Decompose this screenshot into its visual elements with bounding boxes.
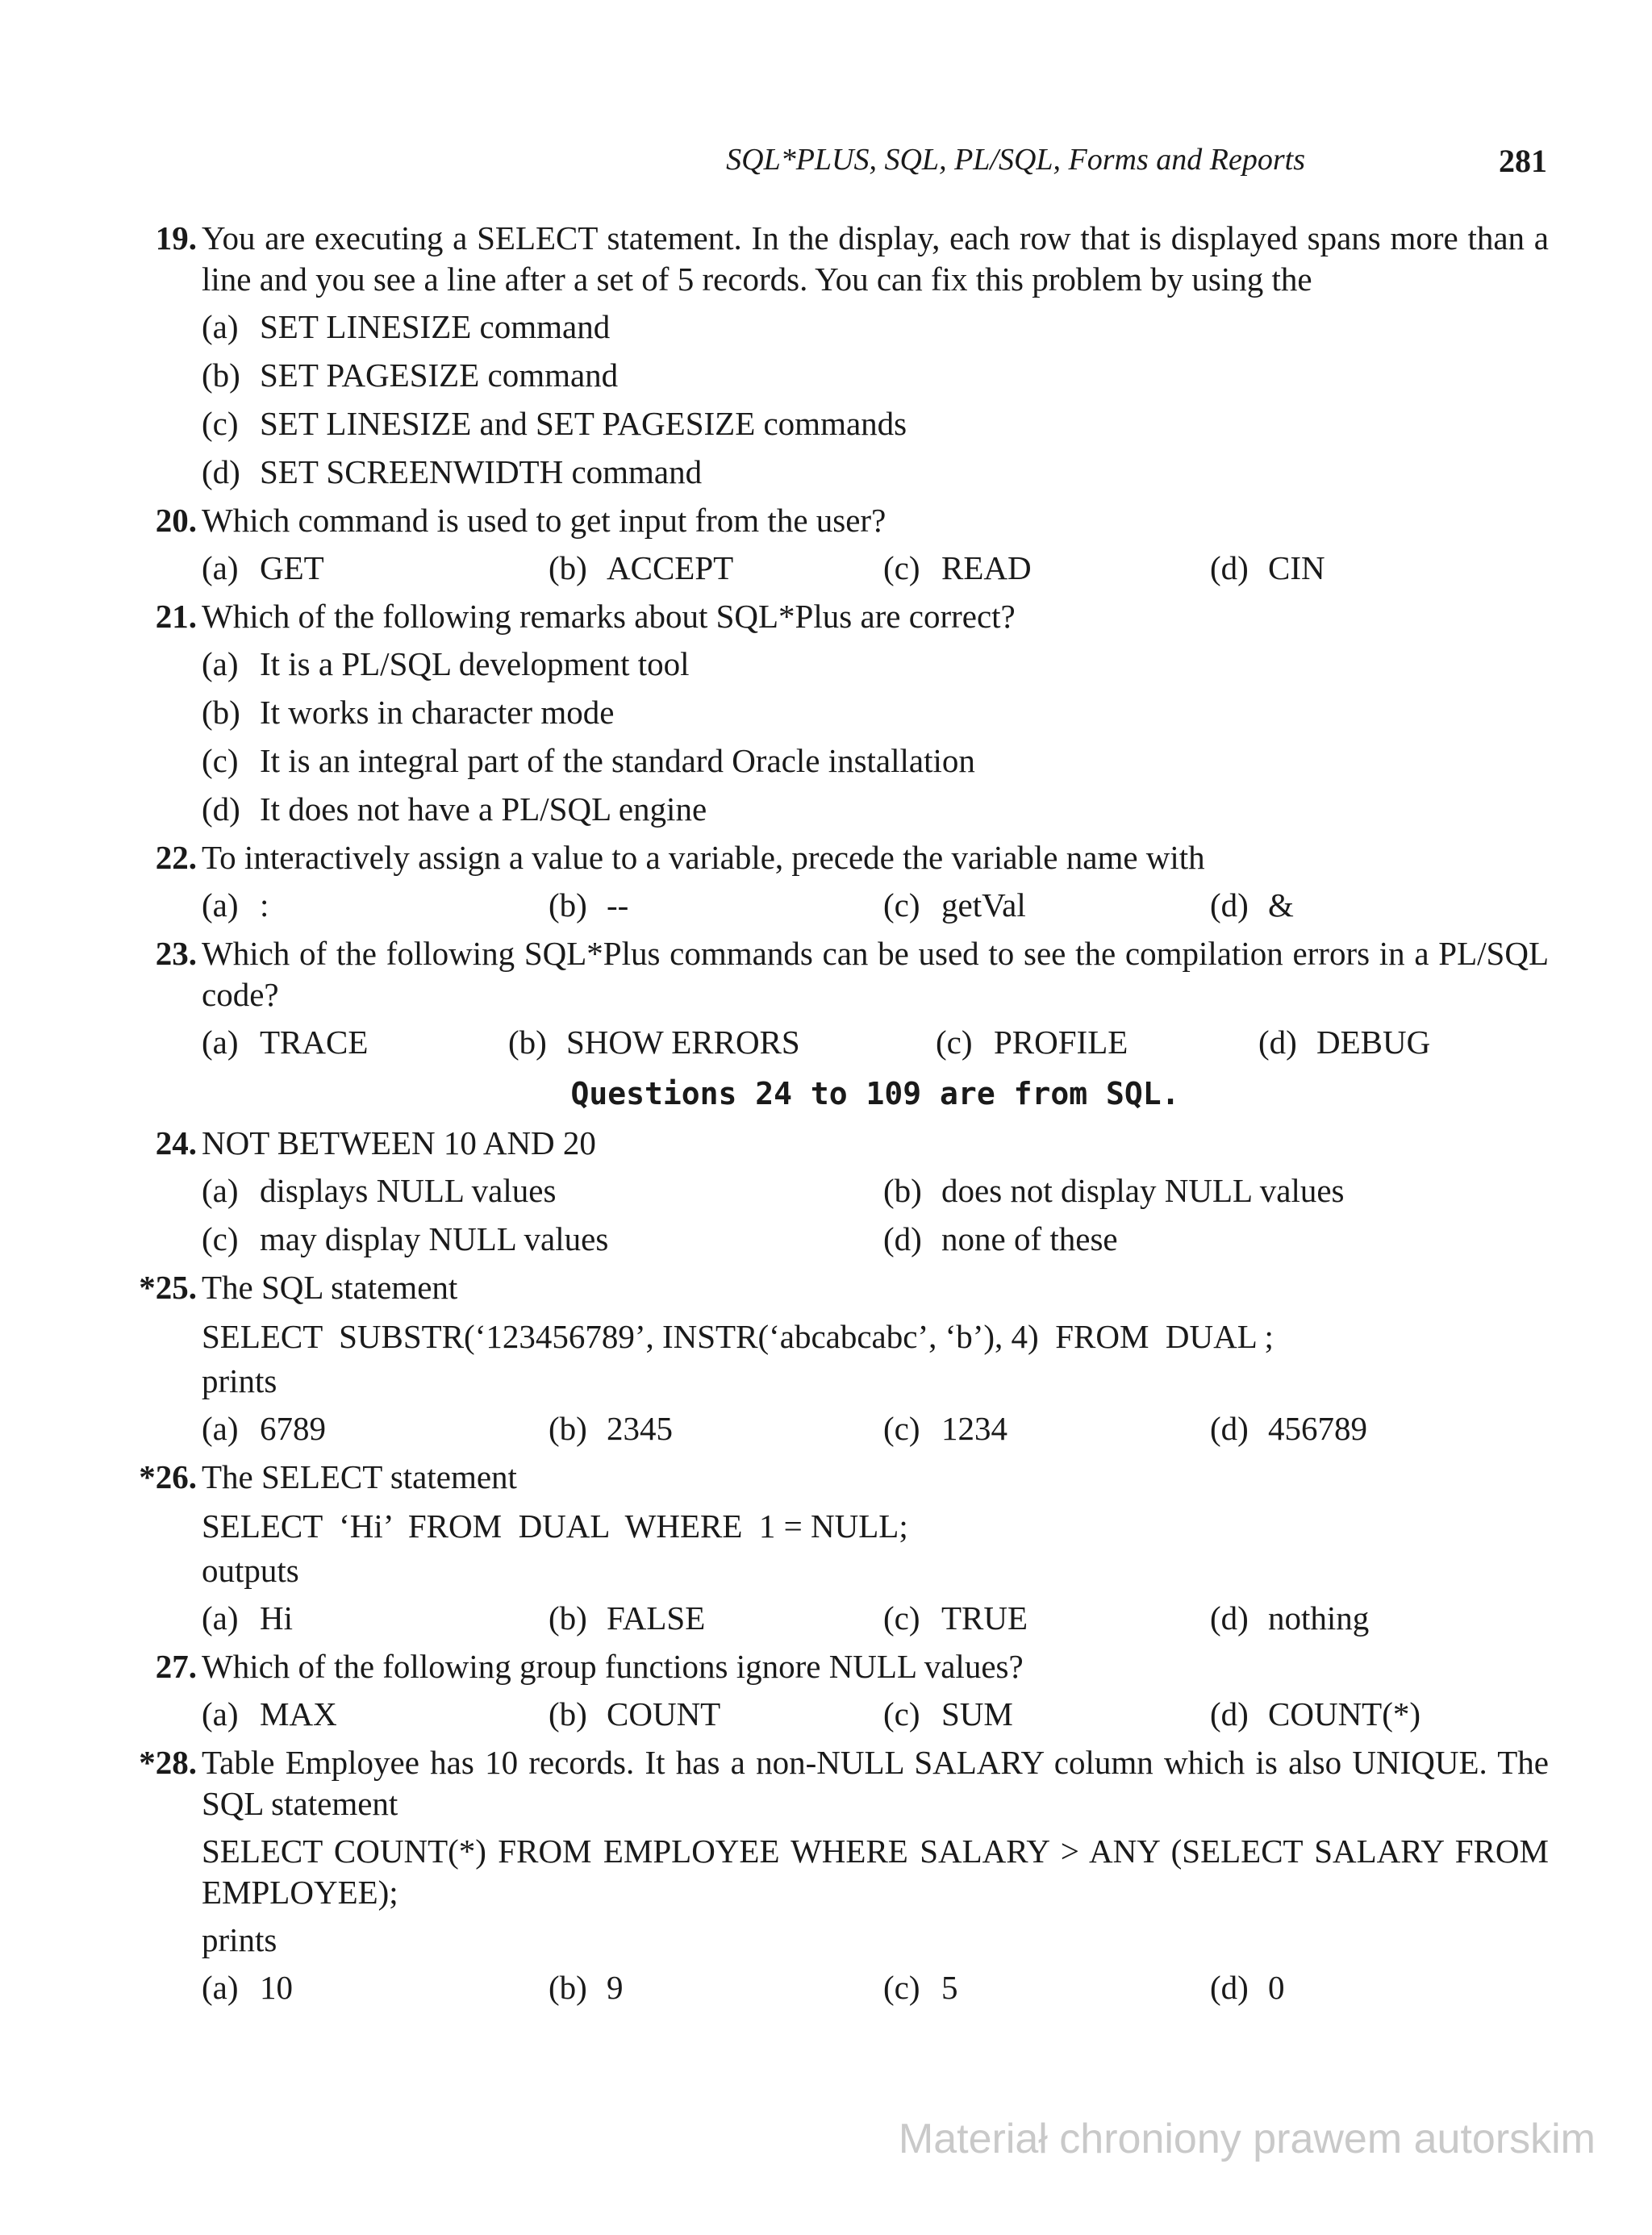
- question-text: To interactively assign a value to a variable, precede the variable name with: [202, 839, 1205, 876]
- question-19: [121, 218, 1549, 500]
- question-text: The SQL statement: [202, 1269, 458, 1306]
- option: (b) 9: [549, 1969, 624, 2006]
- option: (d) none of these: [883, 1220, 1118, 1257]
- question-number: 20.: [155, 502, 197, 539]
- question-number: 27.: [155, 1648, 197, 1685]
- section-note: Questions 24 to 109 are from SQL.: [570, 1076, 1180, 1111]
- question-20: [121, 500, 1549, 596]
- option: (d) DEBUG: [1258, 1024, 1431, 1061]
- option: (a) 6789: [202, 1410, 326, 1447]
- option: (d) It does not have a PL/SQL engine: [202, 790, 707, 828]
- question-text: Which command is used to get input from the user?: [202, 502, 886, 539]
- option: (a) displays NULL values: [202, 1172, 557, 1209]
- option: (b) does not display NULL values: [883, 1172, 1345, 1209]
- option: (a) SET LINESIZE command: [202, 308, 611, 345]
- page-number: 281: [1499, 143, 1547, 179]
- option: (a) GET: [202, 549, 324, 586]
- option: (c) getVal: [883, 886, 1026, 924]
- option: (a) Hi: [202, 1599, 293, 1637]
- option: (c) 5: [883, 1969, 958, 2006]
- option: (c) READ: [883, 549, 1032, 586]
- option: (c) SUM: [883, 1695, 1013, 1733]
- question-number: *28.: [139, 1744, 197, 1781]
- copyright-watermark: Materiał chroniony prawem autorskim: [898, 2116, 1596, 2162]
- question-suffix: prints: [202, 1362, 277, 1399]
- question-number: *26.: [139, 1458, 197, 1495]
- option: (a) TRACE: [202, 1024, 369, 1061]
- question-number: 21.: [155, 598, 197, 635]
- options-row: [202, 885, 1549, 933]
- option: (c) may display NULL values: [202, 1220, 609, 1257]
- question-text: Table Employee has 10 records. It has a non-NULL SALARY column which is also UNIQUE. The SQL statement: [202, 1744, 1549, 1822]
- option: (d) COUNT(*): [1210, 1695, 1421, 1733]
- option: (c) SET LINESIZE and SET PAGESIZE commands: [202, 405, 907, 442]
- options-row: [202, 1598, 1549, 1646]
- question-list: [121, 218, 1549, 2016]
- option: (d) SET SCREENWIDTH command: [202, 453, 703, 490]
- question-suffix: outputs: [202, 1552, 299, 1589]
- options-row: [202, 1694, 1549, 1742]
- question-text: Which of the following group functions ignore NULL values?: [202, 1648, 1024, 1685]
- question-text: You are executing a SELECT statement. In the display, each row that is displayed spans more than a line and you see a line after a set of 5 records. You can fix this problem by using the: [202, 219, 1549, 298]
- options-row: [202, 1967, 1549, 2016]
- question-number: 22.: [155, 839, 197, 876]
- option: (a) It is a PL/SQL development tool: [202, 645, 690, 682]
- option: (b) FALSE: [549, 1599, 706, 1637]
- option: (d) 0: [1210, 1969, 1285, 2006]
- option: (b) SHOW ERRORS: [508, 1024, 800, 1061]
- sql-statement: SELECT COUNT(*) FROM EMPLOYEE WHERE SALARY > ANY (SELECT SALARY FROM EMPLOYEE);: [202, 1833, 1549, 1911]
- question-number: *25.: [139, 1269, 197, 1306]
- option: (b) --: [549, 886, 629, 924]
- options-row: [202, 548, 1549, 596]
- question-27: [121, 1646, 1549, 1742]
- question-21: [121, 596, 1549, 837]
- option: (d) CIN: [1210, 549, 1325, 586]
- option: (b) It works in character mode: [202, 694, 615, 731]
- question-text: Which of the following remarks about SQL*Plus are correct?: [202, 598, 1016, 635]
- option: (a) 10: [202, 1969, 293, 2006]
- question-text: NOT BETWEEN 10 AND 20: [202, 1124, 596, 1161]
- option: (d) nothing: [1210, 1599, 1370, 1637]
- sql-statement: SELECT ‘Hi’ FROM DUAL WHERE 1 = NULL;: [202, 1507, 908, 1545]
- question-number: 19.: [155, 219, 197, 256]
- question-25: [121, 1267, 1549, 1457]
- question-suffix: prints: [202, 1921, 277, 1958]
- options-row: [202, 1219, 1549, 1267]
- question-number: 24.: [155, 1124, 197, 1161]
- option: (c) PROFILE: [936, 1024, 1128, 1061]
- sql-statement: SELECT SUBSTR(‘123456789’, INSTR(‘abcabcabc’, ‘b’), 4) FROM DUAL ;: [202, 1318, 1274, 1355]
- question-22: [121, 837, 1549, 933]
- option: (b) 2345: [549, 1410, 673, 1447]
- chapter-title: SQL*PLUS, SQL, PL/SQL, Forms and Reports: [726, 143, 1305, 177]
- question-23: [121, 933, 1549, 1070]
- question-text: The SELECT statement: [202, 1458, 517, 1495]
- question-26: [121, 1457, 1549, 1646]
- option: (d) 456789: [1210, 1410, 1367, 1447]
- options-row: [202, 1408, 1549, 1457]
- option: (b) SET PAGESIZE command: [202, 357, 619, 394]
- option: (c) TRUE: [883, 1599, 1028, 1637]
- option: (b) ACCEPT: [549, 549, 734, 586]
- question-number: 23.: [155, 935, 197, 972]
- running-header: [0, 142, 1652, 182]
- option: (c) It is an integral part of the standard Oracle installation: [202, 742, 975, 779]
- question-text: Which of the following SQL*Plus commands can be used to see the compilation errors in a PL/SQL code?: [202, 935, 1549, 1013]
- option: (d) &: [1210, 886, 1294, 924]
- option: (c) 1234: [883, 1410, 1007, 1447]
- question-24: [121, 1123, 1549, 1267]
- option: (a) MAX: [202, 1695, 337, 1733]
- option: (b) COUNT: [549, 1695, 721, 1733]
- option: (a) :: [202, 886, 269, 924]
- options-row: [202, 1170, 1549, 1219]
- question-28: [121, 1742, 1549, 2016]
- options-row: [202, 1022, 1549, 1070]
